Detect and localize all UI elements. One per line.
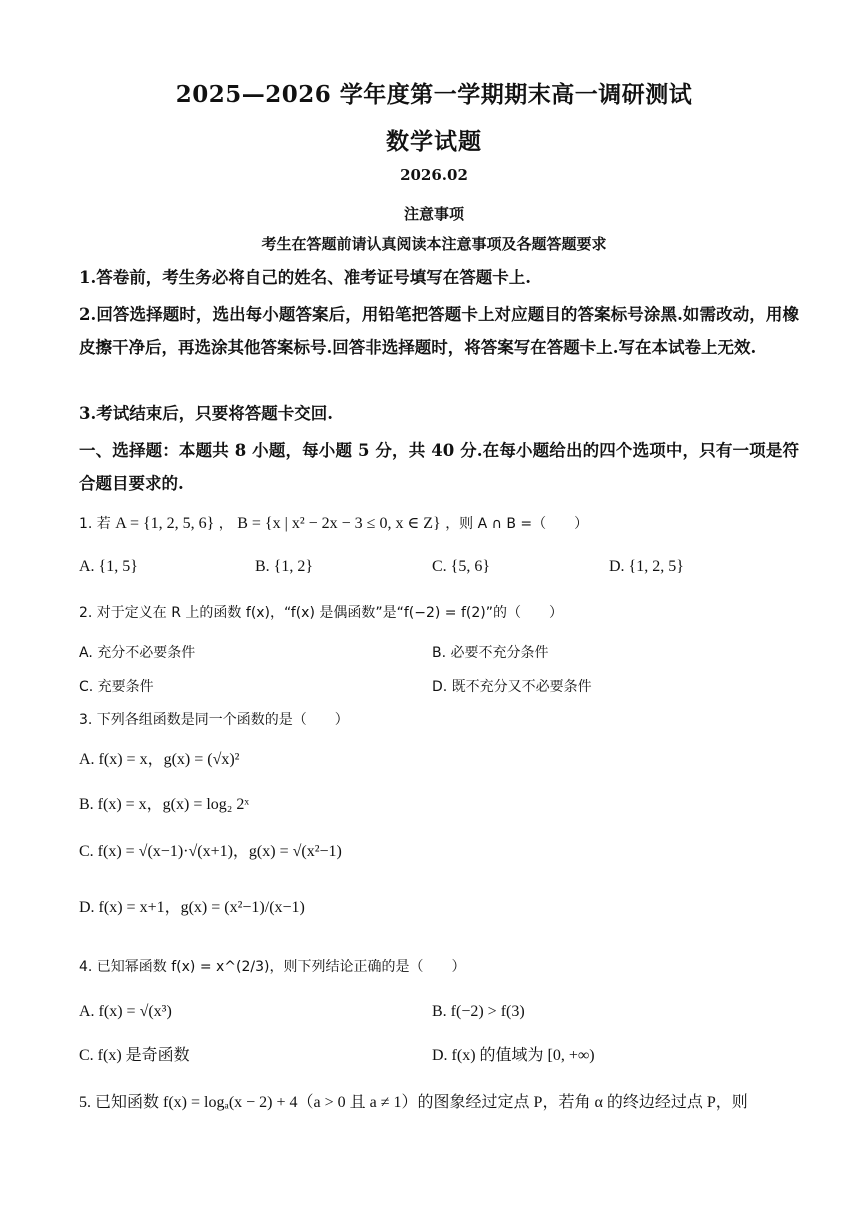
section-heading-choice: 一、选择题：本题共 8 小题，每小题 5 分，共 40 分.在每小题给出的四个选项中，只有一项是符合题目要求的.	[79, 441, 799, 493]
q3-option-d: D. f(x) = x+1，g(x) = (x²−1)/(x−1)	[79, 899, 305, 916]
question-2: 2. 对于定义在 R 上的函数 f(x)，“f(x) 是偶函数”是“f(−2) = f(2)”的（ ）	[79, 605, 564, 621]
q4-option-d: D. f(x) 的值域为 [0, +∞)	[432, 1047, 595, 1064]
q2-option-b: B. 必要不充分条件	[432, 645, 549, 661]
question-3: 3. 下列各组函数是同一个函数的是（ ）	[79, 712, 349, 728]
notice-heading: 注意事项	[403, 205, 464, 223]
q4-option-a: A. f(x) = √(x³)	[79, 1003, 172, 1020]
exam-subject: 数学试题	[386, 128, 482, 155]
q1-set-b: B = {x | x² − 2x − 3 ≤ 0, x ∈ Z}	[237, 515, 441, 532]
notice-subheading: 考生在答题前请认真阅读本注意事项及各题答题要求	[261, 235, 607, 253]
q3-option-b: B. f(x) = x，g(x) = log₂ 2ˣ	[79, 796, 250, 813]
q4-option-b: B. f(−2) > f(3)	[432, 1003, 525, 1020]
q1-prefix: 1. 若	[79, 516, 111, 532]
q2-option-d: D. 既不充分又不必要条件	[432, 679, 592, 695]
q3-option-a: A. f(x) = x，g(x) = (√x)²	[79, 751, 240, 768]
notice-item-3: 3.考试结束后，只要将答题卡交回.	[79, 404, 333, 423]
notice-item-2: 2.回答选择题时，选出每小题答案后，用铅笔把答题卡上对应题目的答案标号涂黑.如需改动，用橡皮擦干净后，再选涂其他答案标号.回答非选择题时，将答案写在答题卡上.写在本试卷上无效.	[79, 305, 799, 357]
q1-option-d: D. {1, 2, 5}	[609, 558, 684, 575]
exam-title: 2025—2026 学年度第一学期期末高一调研测试	[175, 81, 693, 108]
exam-date: 2026.02	[400, 166, 468, 184]
q2-option-a: A. 充分不必要条件	[79, 645, 196, 661]
q1-option-a: A. {1, 5}	[79, 558, 138, 575]
q4-option-c: C. f(x) 是奇函数	[79, 1047, 190, 1064]
q1-set-a: A = {1, 2, 5, 6}	[115, 515, 215, 532]
q1-suffix: ，则 A ∩ B =（ ）	[445, 516, 589, 532]
question-1: 1. 若 A = {1, 2, 5, 6} ， B = {x | x² − 2x − 3 ≤ 0, x ∈ Z} ，则 A ∩ B =（ ）	[79, 515, 589, 532]
q1-option-b: B. {1, 2}	[255, 558, 314, 575]
question-5: 5. 已知函数 f(x) = logₐ(x − 2) + 4（a > 0 且 a ≠ 1）的图象经过定点 P，若角 α 的终边经过点 P，则	[79, 1094, 748, 1111]
q3-option-c: C. f(x) = √(x−1)·√(x+1)，g(x) = √(x²−1)	[79, 843, 342, 860]
question-4: 4. 已知幂函数 f(x) = x^(2/3)，则下列结论正确的是（ ）	[79, 959, 466, 975]
q2-option-c: C. 充要条件	[79, 679, 154, 695]
q1-option-c: C. {5, 6}	[432, 558, 491, 575]
notice-item-1: 1.答卷前，考生务必将自己的姓名、准考证号填写在答题卡上.	[79, 268, 531, 287]
